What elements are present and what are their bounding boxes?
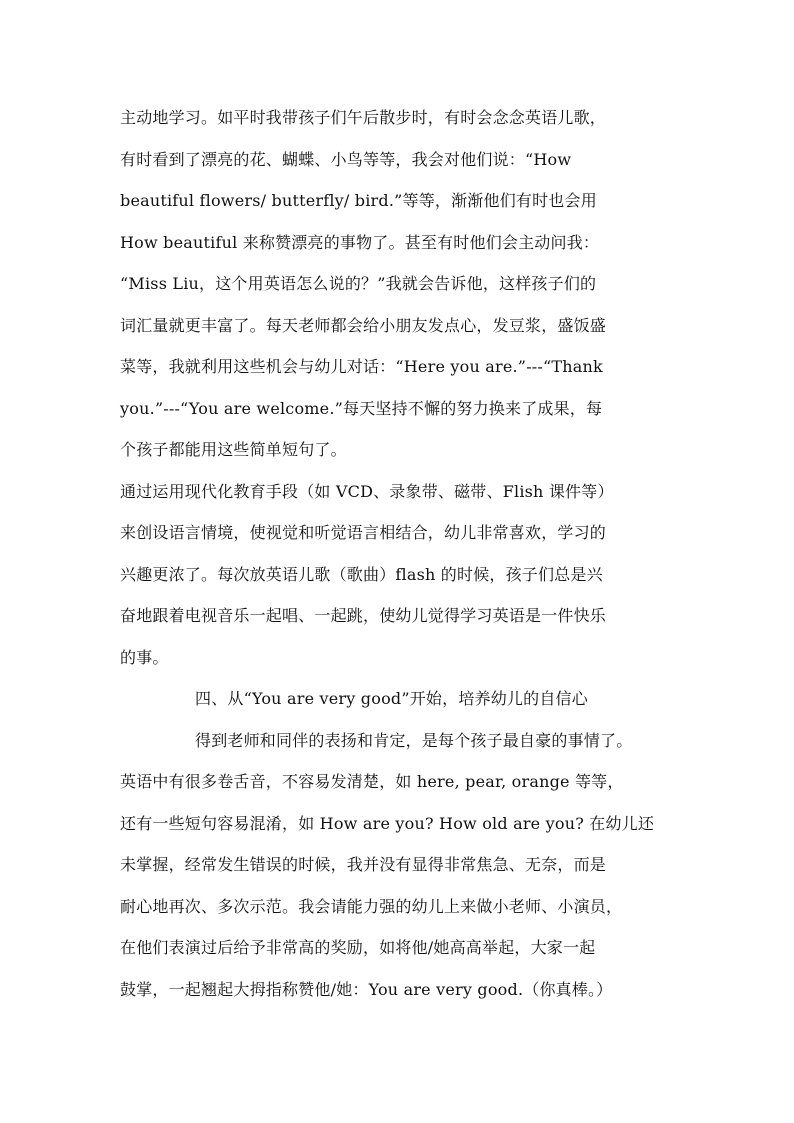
text-line-13: 奋地跟着电视音乐一起唱、一起跳，使幼儿觉得学习英语是一件快乐 [120,606,607,625]
text-line-2: 有时看到了漂亮的花、蝴蝶、小鸟等等，我会对他们说：“How [120,150,572,169]
text-line-5: “Miss Liu，这个用英语怎么说的？”我就会告诉他，这样孩子们的 [120,274,597,293]
text-line-8: you.”---“You are welcome.”每天坚持不懈的努力换来了成果，每 [120,399,603,418]
text-line-21: 在他们表演过后给予非常高的奖励，如将他/她高高举起，大家一起 [120,938,596,957]
text-line-20: 耐心地再次、多次示范。我会请能力强的幼儿上来做小老师、小演员， [120,897,623,916]
text-line-7: 菜等，我就利用这些机会与幼儿对话：“Here you are.”---“Thank [120,357,603,376]
text-line-16: 得到老师和同伴的表扬和肯定，是每个孩子最自豪的事情了。 [195,731,633,750]
text-line-4: How beautiful 来称赞漂亮的事物了。甚至有时他们会主动问我： [120,233,600,252]
text-line-9: 个孩子都能用这些简单短句了。 [120,440,347,459]
text-line-19: 未掌握，经常发生错误的时候，我并没有显得非常焦急、无奈，而是 [120,855,607,874]
text-line-22: 鼓掌，一起翘起大拇指称赞他/她：You are very good.（你真棒。） [120,980,613,999]
text-line-1: 主动地学习。如平时我带孩子们午后散步时，有时会念念英语儿歌， [120,108,607,127]
text-line-6: 词汇量就更丰富了。每天老师都会给小朋友发点心，发豆浆，盛饭盛 [120,316,607,335]
text-line-3: beautiful flowers/ butterfly/ bird.”等等，渐渐他们有时也会用 [120,191,597,210]
text-line-12: 兴趣更浓了。每次放英语儿歌（歌曲）flash 的时候，孩子们总是兴 [120,565,603,584]
text-line-18: 还有一些短句容易混淆，如 How are you? How old are you? 在幼儿还 [120,814,655,833]
text-line-11: 来创设语言情境，使视觉和听觉语言相结合，幼儿非常喜欢，学习的 [120,523,607,542]
text-line-14: 的事。 [120,648,169,667]
text-line-17: 英语中有很多卷舌音，不容易发清楚，如 here, pear, orange 等等， [120,772,624,791]
text-line-10: 通过运用现代化教育手段（如 VCD、录象带、磁带、Flish 课件等） [120,482,614,501]
section-heading: 四、从“You are very good”开始，培养幼儿的自信心 [195,689,588,708]
